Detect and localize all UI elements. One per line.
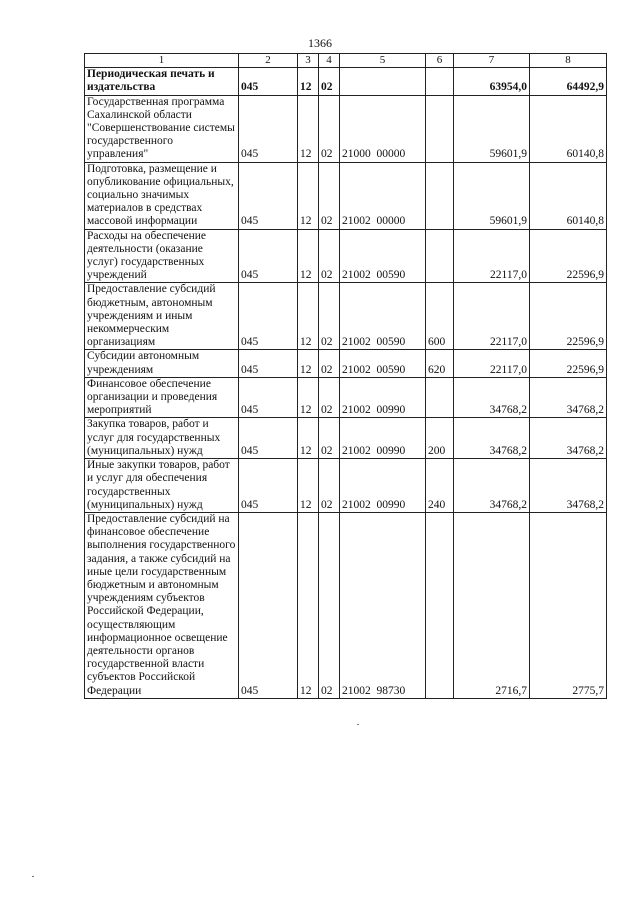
- amount-year-1-cell: 34768,2: [454, 459, 530, 513]
- department-code-cell: 045: [239, 95, 298, 162]
- expense-type-cell: [426, 162, 454, 229]
- subsection-code-cell: 02: [319, 229, 340, 283]
- column-number-header: 2: [239, 54, 298, 68]
- amount-year-2-cell: 2775,7: [530, 512, 607, 698]
- column-number-header: 4: [319, 54, 340, 68]
- column-number-header: 6: [426, 54, 454, 68]
- expense-type-cell: [426, 95, 454, 162]
- expense-type-cell: [426, 229, 454, 283]
- department-code-cell: 045: [239, 283, 298, 350]
- department-code-cell: 045: [239, 459, 298, 513]
- expense-type-cell: 200: [426, 418, 454, 459]
- subsection-code-cell: 02: [319, 95, 340, 162]
- expense-type-cell: [426, 512, 454, 698]
- expense-name-cell: Периодическая печать и издательства: [85, 68, 239, 95]
- expense-name-cell: Государственная программа Сахалинской области "Совершенствование системы государственного управления": [85, 95, 239, 162]
- expense-type-cell: [426, 68, 454, 95]
- department-code-cell: 045: [239, 229, 298, 283]
- subsection-code-cell: 02: [319, 162, 340, 229]
- subsection-code-cell: 02: [319, 283, 340, 350]
- target-article-cell: 21002 00590: [340, 283, 426, 350]
- expense-type-cell: [426, 377, 454, 418]
- department-code-cell: 045: [239, 350, 298, 377]
- amount-year-2-cell: 22596,9: [530, 350, 607, 377]
- subsection-code-cell: 02: [319, 350, 340, 377]
- column-number-header: 3: [298, 54, 319, 68]
- department-code-cell: 045: [239, 512, 298, 698]
- table-row: [85, 459, 607, 513]
- table-row: [85, 95, 607, 162]
- amount-year-1-cell: 2716,7: [454, 512, 530, 698]
- section-code-cell: 12: [298, 418, 319, 459]
- amount-year-1-cell: 59601,9: [454, 162, 530, 229]
- section-code-cell: 12: [298, 95, 319, 162]
- department-code-cell: 045: [239, 377, 298, 418]
- expense-name-cell: Финансовое обеспечение организации и проведения мероприятий: [85, 377, 239, 418]
- target-article-cell: 21000 00000: [340, 95, 426, 162]
- target-article-cell: 21002 00990: [340, 377, 426, 418]
- target-article-cell: 21002 98730: [340, 512, 426, 698]
- target-article-cell: 21002 00990: [340, 459, 426, 513]
- amount-year-2-cell: 34768,2: [530, 418, 607, 459]
- subsection-code-cell: 02: [319, 459, 340, 513]
- amount-year-1-cell: 34768,2: [454, 377, 530, 418]
- amount-year-1-cell: 34768,2: [454, 418, 530, 459]
- scan-speck: [32, 876, 34, 877]
- expense-name-cell: Подготовка, размещение и опубликование официальных, социально значимых материалов в средствах массовой информации: [85, 162, 239, 229]
- expense-name-cell: Иные закупки товаров, работ и услуг для обеспечения государственных (муниципальных) нужд: [85, 459, 239, 513]
- amount-year-1-cell: 59601,9: [454, 95, 530, 162]
- scan-speck: [357, 724, 359, 725]
- expense-name-cell: Расходы на обеспечение деятельности (оказание услуг) государственных учреждений: [85, 229, 239, 283]
- table-row: [85, 229, 607, 283]
- section-code-cell: 12: [298, 512, 319, 698]
- department-code-cell: 045: [239, 418, 298, 459]
- department-code-cell: 045: [239, 162, 298, 229]
- amount-year-1-cell: 22117,0: [454, 229, 530, 283]
- expense-name-cell: Предоставление субсидий бюджетным, автономным учреждениям и иным некоммерческим организациям: [85, 283, 239, 350]
- table-row: [85, 377, 607, 418]
- subsection-code-cell: 02: [319, 377, 340, 418]
- target-article-cell: 21002 00000: [340, 162, 426, 229]
- subsection-code-cell: 02: [319, 68, 340, 95]
- column-number-header-row: [85, 54, 607, 68]
- target-article-cell: 21002 00990: [340, 418, 426, 459]
- table-row: [85, 512, 607, 698]
- table-row: [85, 162, 607, 229]
- amount-year-2-cell: 60140,8: [530, 162, 607, 229]
- section-code-cell: 12: [298, 283, 319, 350]
- section-code-cell: 12: [298, 162, 319, 229]
- target-article-cell: 21002 00590: [340, 350, 426, 377]
- section-code-cell: 12: [298, 377, 319, 418]
- subsection-code-cell: 02: [319, 512, 340, 698]
- column-number-header: 8: [530, 54, 607, 68]
- amount-year-2-cell: 22596,9: [530, 283, 607, 350]
- department-code-cell: 045: [239, 68, 298, 95]
- amount-year-2-cell: 60140,8: [530, 95, 607, 162]
- amount-year-2-cell: 64492,9: [530, 68, 607, 95]
- target-article-cell: 21002 00590: [340, 229, 426, 283]
- expense-name-cell: Субсидии автономным учреждениям: [85, 350, 239, 377]
- amount-year-1-cell: 22117,0: [454, 350, 530, 377]
- column-number-header: 5: [340, 54, 426, 68]
- subsection-code-cell: 02: [319, 418, 340, 459]
- expense-name-cell: Предоставление субсидий на финансовое обеспечение выполнения государственного задания, а также субсидий на иные цели государственным бюджетным и автономным учреждениям субъектов Российской Федерации, осуществляющим информационное освещение деятельности органов государственной власти субъектов Российской Федерации: [85, 512, 239, 698]
- column-number-header: 7: [454, 54, 530, 68]
- amount-year-2-cell: 34768,2: [530, 459, 607, 513]
- column-number-header: 1: [85, 54, 239, 68]
- section-code-cell: 12: [298, 350, 319, 377]
- table-row: [85, 418, 607, 459]
- table-row: [85, 68, 607, 95]
- expense-type-cell: 240: [426, 459, 454, 513]
- budget-table: [84, 53, 607, 699]
- section-code-cell: 12: [298, 68, 319, 95]
- page-number: 1366: [308, 36, 332, 50]
- expense-type-cell: 600: [426, 283, 454, 350]
- amount-year-2-cell: 34768,2: [530, 377, 607, 418]
- amount-year-1-cell: 63954,0: [454, 68, 530, 95]
- section-code-cell: 12: [298, 229, 319, 283]
- expense-name-cell: Закупка товаров, работ и услуг для государственных (муниципальных) нужд: [85, 418, 239, 459]
- section-code-cell: 12: [298, 459, 319, 513]
- expense-type-cell: 620: [426, 350, 454, 377]
- target-article-cell: [340, 68, 426, 95]
- table-row: [85, 350, 607, 377]
- amount-year-1-cell: 22117,0: [454, 283, 530, 350]
- amount-year-2-cell: 22596,9: [530, 229, 607, 283]
- table-row: [85, 283, 607, 350]
